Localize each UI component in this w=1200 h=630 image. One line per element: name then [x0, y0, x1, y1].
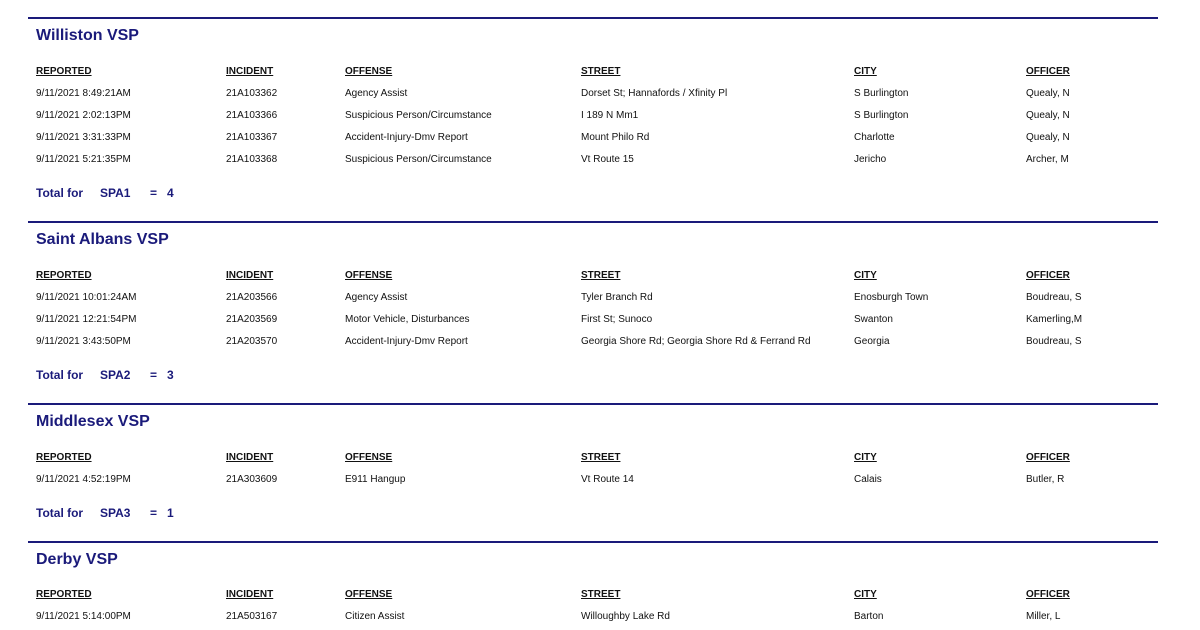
column-header-row: [28, 589, 1158, 603]
cell-incident: 21A203566: [226, 292, 278, 303]
cell-street: I 189 N Mm1: [581, 110, 639, 121]
cell-street: Georgia Shore Rd; Georgia Shore Rd & Ferrand Rd: [581, 336, 811, 347]
header-officer: OFFICER: [1026, 589, 1070, 600]
header-street: STREET: [581, 66, 621, 77]
header-incident: INCIDENT: [226, 452, 274, 463]
total-code: SPA1: [100, 186, 131, 200]
header-street: STREET: [581, 589, 621, 600]
cell-incident: 21A103362: [226, 88, 278, 99]
header-offense: OFFENSE: [345, 589, 393, 600]
section-derby: [28, 541, 1158, 630]
header-city: CITY: [854, 452, 877, 463]
cell-incident: 21A103368: [226, 154, 278, 165]
cell-street: Dorset St; Hannafords / Xfinity Pl: [581, 88, 728, 99]
cell-reported: 9/11/2021 4:52:19PM: [36, 474, 131, 485]
cell-reported: 9/11/2021 2:02:13PM: [36, 110, 131, 121]
cell-street: First St; Sunoco: [581, 314, 653, 325]
total-count: 1: [167, 506, 174, 520]
table-row: [28, 292, 1158, 306]
cell-city: Jericho: [854, 154, 887, 165]
section-title: Saint Albans VSP: [36, 231, 169, 248]
cell-incident: 21A203569: [226, 314, 278, 325]
header-city: CITY: [854, 66, 877, 77]
table-row: [28, 110, 1158, 124]
cell-city: Calais: [854, 474, 882, 485]
total-equals: =: [150, 186, 158, 200]
total-label: Total for: [36, 186, 84, 200]
cell-incident: 21A203570: [226, 336, 278, 347]
cell-offense: Agency Assist: [345, 292, 408, 303]
column-header-row: [28, 452, 1158, 466]
section-total: [36, 368, 336, 384]
section-williston: [28, 17, 1158, 217]
section-title: Middlesex VSP: [36, 413, 150, 430]
total-equals: =: [150, 506, 158, 520]
cell-officer: Quealy, N: [1026, 132, 1070, 143]
header-officer: OFFICER: [1026, 452, 1070, 463]
cell-reported: 9/11/2021 12:21:54PM: [36, 314, 137, 325]
section-total: [36, 506, 336, 522]
cell-offense: Agency Assist: [345, 88, 408, 99]
section-saint-albans: [28, 221, 1158, 401]
cell-incident: 21A303609: [226, 474, 278, 485]
header-street: STREET: [581, 452, 621, 463]
column-header-row: [28, 270, 1158, 284]
section-title: Williston VSP: [36, 27, 139, 44]
cell-incident: 21A103367: [226, 132, 278, 143]
section-divider: [28, 17, 1158, 19]
cell-city: Barton: [854, 611, 884, 622]
cell-reported: 9/11/2021 3:31:33PM: [36, 132, 131, 143]
cell-reported: 9/11/2021 5:14:00PM: [36, 611, 131, 622]
cell-offense: E911 Hangup: [345, 474, 406, 485]
cell-officer: Quealy, N: [1026, 88, 1070, 99]
total-code: SPA2: [100, 368, 131, 382]
header-officer: OFFICER: [1026, 66, 1070, 77]
cell-city: Enosburgh Town: [854, 292, 929, 303]
total-equals: =: [150, 368, 158, 382]
cell-officer: Boudreau, S: [1026, 336, 1082, 347]
header-offense: OFFENSE: [345, 270, 393, 281]
cell-city: Charlotte: [854, 132, 895, 143]
total-count: 4: [167, 186, 174, 200]
cell-officer: Archer, M: [1026, 154, 1069, 165]
cell-officer: Butler, R: [1026, 474, 1065, 485]
cell-street: Vt Route 15: [581, 154, 634, 165]
cell-incident: 21A503167: [226, 611, 278, 622]
header-reported: REPORTED: [36, 589, 92, 600]
cell-offense: Motor Vehicle, Disturbances: [345, 314, 470, 325]
section-divider: [28, 541, 1158, 543]
header-reported: REPORTED: [36, 270, 92, 281]
cell-street: Mount Philo Rd: [581, 132, 650, 143]
header-officer: OFFICER: [1026, 270, 1070, 281]
header-reported: REPORTED: [36, 452, 92, 463]
table-row: [28, 88, 1158, 102]
header-reported: REPORTED: [36, 66, 92, 77]
header-incident: INCIDENT: [226, 589, 274, 600]
section-divider: [28, 403, 1158, 405]
cell-offense: Accident-Injury-Dmv Report: [345, 132, 468, 143]
cell-officer: Miller, L: [1026, 611, 1061, 622]
table-row: [28, 474, 1158, 488]
cell-reported: 9/11/2021 5:21:35PM: [36, 154, 131, 165]
header-incident: INCIDENT: [226, 66, 274, 77]
header-offense: OFFENSE: [345, 452, 393, 463]
table-row: [28, 132, 1158, 146]
header-incident: INCIDENT: [226, 270, 274, 281]
cell-reported: 9/11/2021 3:43:50PM: [36, 336, 131, 347]
table-row: [28, 336, 1158, 350]
cell-officer: Kamerling,M: [1026, 314, 1083, 325]
header-offense: OFFENSE: [345, 66, 393, 77]
cell-city: Georgia: [854, 336, 890, 347]
section-total: [36, 186, 336, 202]
cell-incident: 21A103366: [226, 110, 278, 121]
cell-offense: Citizen Assist: [345, 611, 405, 622]
cell-street: Vt Route 14: [581, 474, 634, 485]
cell-street: Tyler Branch Rd: [581, 292, 653, 303]
cell-officer: Boudreau, S: [1026, 292, 1082, 303]
cell-offense: Suspicious Person/Circumstance: [345, 154, 492, 165]
section-middlesex: [28, 403, 1158, 539]
table-row: [28, 611, 1158, 625]
column-header-row: [28, 66, 1158, 80]
cell-reported: 9/11/2021 10:01:24AM: [36, 292, 137, 303]
total-label: Total for: [36, 368, 84, 382]
section-title: Derby VSP: [36, 551, 118, 568]
cell-street: Willoughby Lake Rd: [581, 611, 670, 622]
cell-offense: Suspicious Person/Circumstance: [345, 110, 492, 121]
header-street: STREET: [581, 270, 621, 281]
cell-offense: Accident-Injury-Dmv Report: [345, 336, 468, 347]
section-divider: [28, 221, 1158, 223]
cell-city: S Burlington: [854, 88, 909, 99]
total-label: Total for: [36, 506, 84, 520]
total-code: SPA3: [100, 506, 131, 520]
header-city: CITY: [854, 589, 877, 600]
header-city: CITY: [854, 270, 877, 281]
cell-reported: 9/11/2021 8:49:21AM: [36, 88, 131, 99]
cell-city: Swanton: [854, 314, 893, 325]
table-row: [28, 154, 1158, 168]
cell-city: S Burlington: [854, 110, 909, 121]
table-row: [28, 314, 1158, 328]
cell-officer: Quealy, N: [1026, 110, 1070, 121]
total-count: 3: [167, 368, 174, 382]
